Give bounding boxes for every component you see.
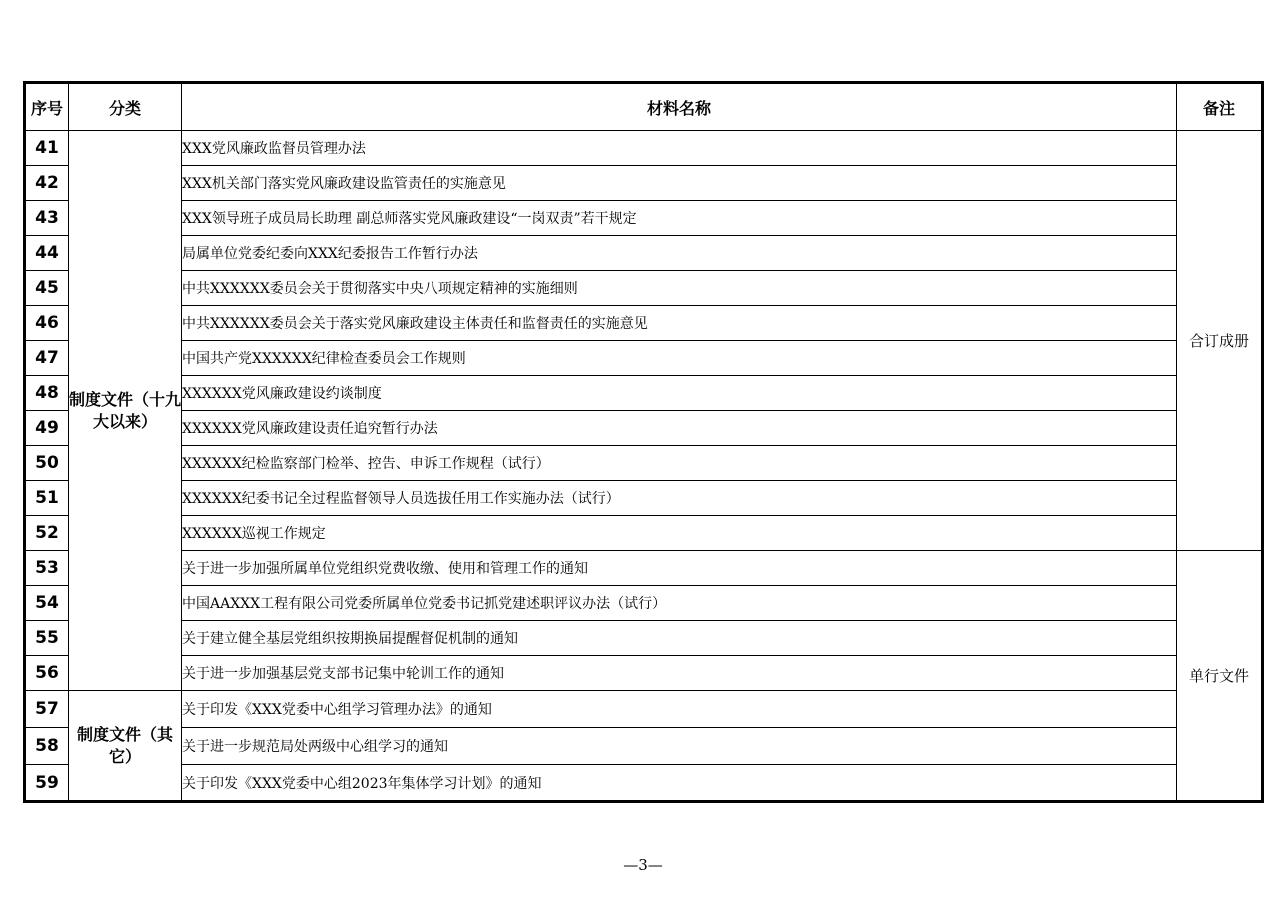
table-row [25,516,1263,551]
header-category: 分类 [69,83,182,131]
category-cell: 制度文件（其它） [69,691,182,802]
material-name: 局属单位党委纪委向XXX纪委报告工作暂行办法 [182,236,1177,271]
row-number: 52 [25,516,69,551]
header-name: 材料名称 [182,83,1177,131]
table-row [25,656,1263,691]
row-number: 58 [25,728,69,765]
material-name: 关于进一步加强基层党支部书记集中轮训工作的通知 [182,656,1177,691]
material-name: XXXXXX巡视工作规定 [182,516,1177,551]
table-row [25,446,1263,481]
row-number: 46 [25,306,69,341]
material-name: 关于建立健全基层党组织按期换届提醒督促机制的通知 [182,621,1177,656]
material-name: 关于进一步规范局处两级中心组学习的通知 [182,728,1177,765]
row-number: 57 [25,691,69,728]
note-cell: 合订成册 [1177,131,1263,551]
material-name: 关于印发《XXX党委中心组2023年集体学习计划》的通知 [182,765,1177,802]
material-name: 中共XXXXXX委员会关于贯彻落实中央八项规定精神的实施细则 [182,271,1177,306]
table-header-row [25,83,1263,131]
header-no: 序号 [25,83,69,131]
row-number: 44 [25,236,69,271]
row-number: 51 [25,481,69,516]
row-number: 53 [25,551,69,586]
row-number: 56 [25,656,69,691]
category-cell: 制度文件（十九大以来） [69,131,182,691]
table-row [25,621,1263,656]
material-name: 中共XXXXXX委员会关于落实党风廉政建设主体责任和监督责任的实施意见 [182,306,1177,341]
row-number: 55 [25,621,69,656]
table-row [25,728,1263,765]
material-name: 中国AAXXX工程有限公司党委所属单位党委书记抓党建述职评议办法（试行） [182,586,1177,621]
row-number: 45 [25,271,69,306]
table-row [25,341,1263,376]
material-name: 中国共产党XXXXXX纪律检查委员会工作规则 [182,341,1177,376]
row-number: 49 [25,411,69,446]
row-number: 59 [25,765,69,802]
materials-table [23,81,1264,803]
table-row [25,481,1263,516]
material-name: XXXXXX纪检监察部门检举、控告、申诉工作规程（试行） [182,446,1177,481]
material-name: XXX党风廉政监督员管理办法 [182,131,1177,166]
table-row [25,691,1263,728]
row-number: 47 [25,341,69,376]
row-number: 41 [25,131,69,166]
table-row [25,131,1263,166]
row-number: 50 [25,446,69,481]
row-number: 54 [25,586,69,621]
row-number: 48 [25,376,69,411]
material-name: XXXXXX党风廉政建设责任追究暂行办法 [182,411,1177,446]
table-row [25,765,1263,802]
table-row [25,271,1263,306]
table-row [25,166,1263,201]
row-number: 42 [25,166,69,201]
note-cell: 单行文件 [1177,551,1263,802]
material-name: XXX领导班子成员局长助理 副总师落实党风廉政建设“一岗双责”若干规定 [182,201,1177,236]
table-row [25,411,1263,446]
material-name: XXX机关部门落实党风廉政建设监管责任的实施意见 [182,166,1177,201]
material-name: 关于印发《XXX党委中心组学习管理办法》的通知 [182,691,1177,728]
row-number: 43 [25,201,69,236]
table-row [25,306,1263,341]
table-row [25,376,1263,411]
table-row [25,201,1263,236]
header-note: 备注 [1177,83,1263,131]
material-name: XXXXXX党风廉政建设约谈制度 [182,376,1177,411]
material-name: 关于进一步加强所属单位党组织党费收缴、使用和管理工作的通知 [182,551,1177,586]
table-row [25,586,1263,621]
table-row [25,236,1263,271]
table-row [25,551,1263,586]
page-number: —3— [623,856,663,874]
material-name: XXXXXX纪委书记全过程监督领导人员选拔任用工作实施办法（试行） [182,481,1177,516]
